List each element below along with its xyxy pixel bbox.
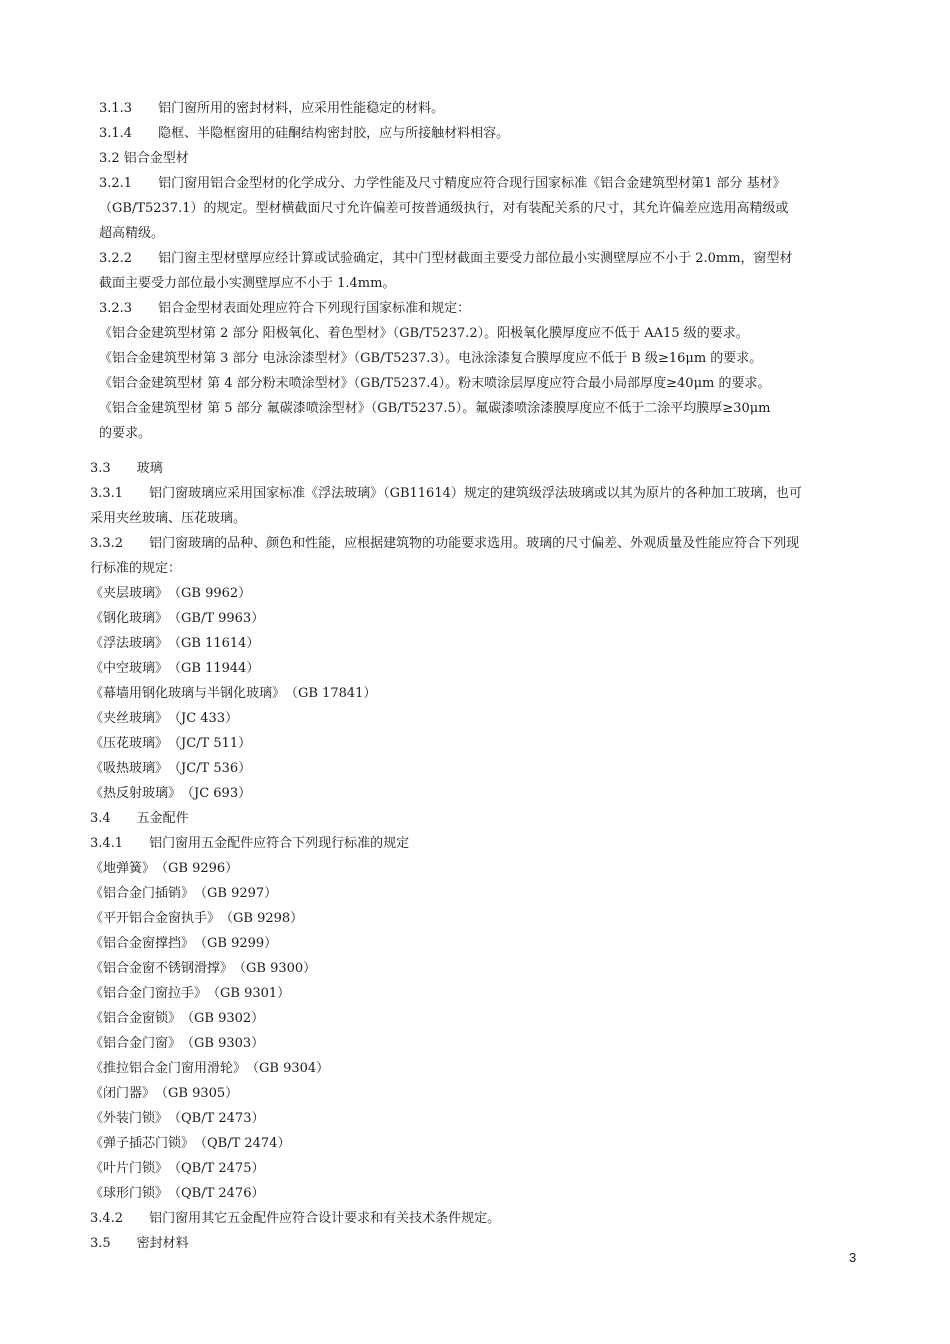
text-line: 《铝合金窗不锈钢滑撑》 （GB 9300） <box>90 961 317 976</box>
text-line: 《吸热玻璃》 （JC/T 536） <box>90 761 252 776</box>
text-line: 的要求。 <box>99 426 152 441</box>
text-line: 《铝合金门插销》 （GB 9297） <box>90 886 278 901</box>
text-line: 3.3 玻璃 <box>90 461 163 476</box>
text-line: 3.1.4 隐框、半隐框窗用的硅酮结构密封胶，应与所接触材料相容。 <box>99 126 510 141</box>
text-line: 超高精级。 <box>99 226 165 241</box>
text-line: 《幕墙用钢化玻璃与半钢化玻璃》 （GB 17841） <box>90 686 377 701</box>
text-line: 《铝合金窗撑挡》 （GB 9299） <box>90 936 278 951</box>
text-line: 《叶片门锁》 （QB/T 2475） <box>90 1161 265 1176</box>
text-line: 3.4.1 铝门窗用五金配件应符合下列现行标准的规定 <box>90 836 410 851</box>
text-line: 3.4 五金配件 <box>90 811 189 826</box>
text-line: 《热反射玻璃》 （JC 693） <box>90 786 252 801</box>
text-line: 3.2.3 铝合金型材表面处理应符合下列现行国家标准和规定： <box>99 301 471 316</box>
text-line: （GB/T5237.1）的规定。型材横截面尺寸允许偏差可按普通级执行，对有装配关系的尺寸，其允许偏差应选用高精级或 <box>99 201 789 216</box>
text-line: 3.5 密封材料 <box>90 1236 189 1251</box>
text-line: 《夹丝玻璃》 （JC 433） <box>90 711 239 726</box>
text-line: 3.4.2 铝门窗用其它五金配件应符合设计要求和有关技术条件规定。 <box>90 1211 501 1226</box>
text-line: 《铝合金建筑型材 第 5 部分 氟碳漆喷涂型材》（GB/T5237.5）。氟碳漆喷涂漆膜厚度应不低于二涂平均膜厚≥30μm <box>99 401 771 416</box>
page-number: 3 <box>849 1250 857 1265</box>
text-line: 《钢化玻璃》 （GB/T 9963） <box>90 611 265 626</box>
text-line: 《铝合金门窗拉手》 （GB 9301） <box>90 986 291 1001</box>
text-line: 采用夹丝玻璃、压花玻璃。 <box>90 511 247 526</box>
text-line: 《铝合金门窗》 （GB 9303） <box>90 1036 265 1051</box>
text-line: 《弹子插芯门锁》 （QB/T 2474） <box>90 1136 291 1151</box>
text-line: 《外装门锁》 （QB/T 2473） <box>90 1111 265 1126</box>
text-line: 行标准的规定： <box>90 561 182 576</box>
text-line: 《中空玻璃》 （GB 11944） <box>90 661 260 676</box>
text-line: 3.2.1 铝门窗用铝合金型材的化学成分、力学性能及尺寸精度应符合现行国家标准《铝合金建筑型材第1 部分 基材》 <box>99 176 786 191</box>
text-line: 《夹层玻璃》 （GB 9962） <box>90 586 252 601</box>
text-line: 《铝合金建筑型材第 2 部分 阳极氧化、着色型材》（GB/T5237.2）。阳极氧化膜厚度应不低于 AA15 级的要求。 <box>99 326 749 341</box>
text-line: 《浮法玻璃》 （GB 11614） <box>90 636 260 651</box>
text-line: 《地弹簧》 （GB 9296） <box>90 861 239 876</box>
text-line: 《球形门锁》 （QB/T 2476） <box>90 1186 265 1201</box>
text-line: 《铝合金建筑型材第 3 部分 电泳涂漆型材》（GB/T5237.3）。电泳涂漆复合膜厚度应不低于 B 级≥16μm 的要求。 <box>99 351 763 366</box>
text-line: 3.3.1 铝门窗玻璃应采用国家标准《浮法玻璃》（GB11614）规定的建筑级浮法玻璃或以其为原片的各种加工玻璃，也可 <box>90 486 802 501</box>
text-line: 《铝合金窗锁》 （GB 9302） <box>90 1011 265 1026</box>
text-line: 3.1.3 铝门窗所用的密封材料，应采用性能稳定的材料。 <box>99 101 445 116</box>
text-line: 《铝合金建筑型材 第 4 部分粉末喷涂型材》（GB/T5237.4）。粉末喷涂层厚度应符合最小局部厚度≥40μm 的要求。 <box>99 376 771 391</box>
text-line: 《压花玻璃》 （JC/T 511） <box>90 736 252 751</box>
text-line: 《平开铝合金窗执手》 （GB 9298） <box>90 911 304 926</box>
text-line: 3.2.2 铝门窗主型材壁厚应经计算或试验确定，其中门型材截面主要受力部位最小实测壁厚应不小于 2.0mm，窗型材 <box>99 251 793 266</box>
text-line: 《闭门器》 （GB 9305） <box>90 1086 239 1101</box>
text-line: 截面主要受力部位最小实测壁厚应不小于 1.4mm。 <box>99 276 396 291</box>
text-line: 《推拉铝合金门窗用滑轮》 （GB 9304） <box>90 1061 330 1076</box>
text-line: 3.3.2 铝门窗玻璃的品种、颜色和性能，应根据建筑物的功能要求选用。玻璃的尺寸偏差、外观质量及性能应符合下列现 <box>90 536 800 551</box>
text-line: 3.2 铝合金型材 <box>99 151 189 166</box>
